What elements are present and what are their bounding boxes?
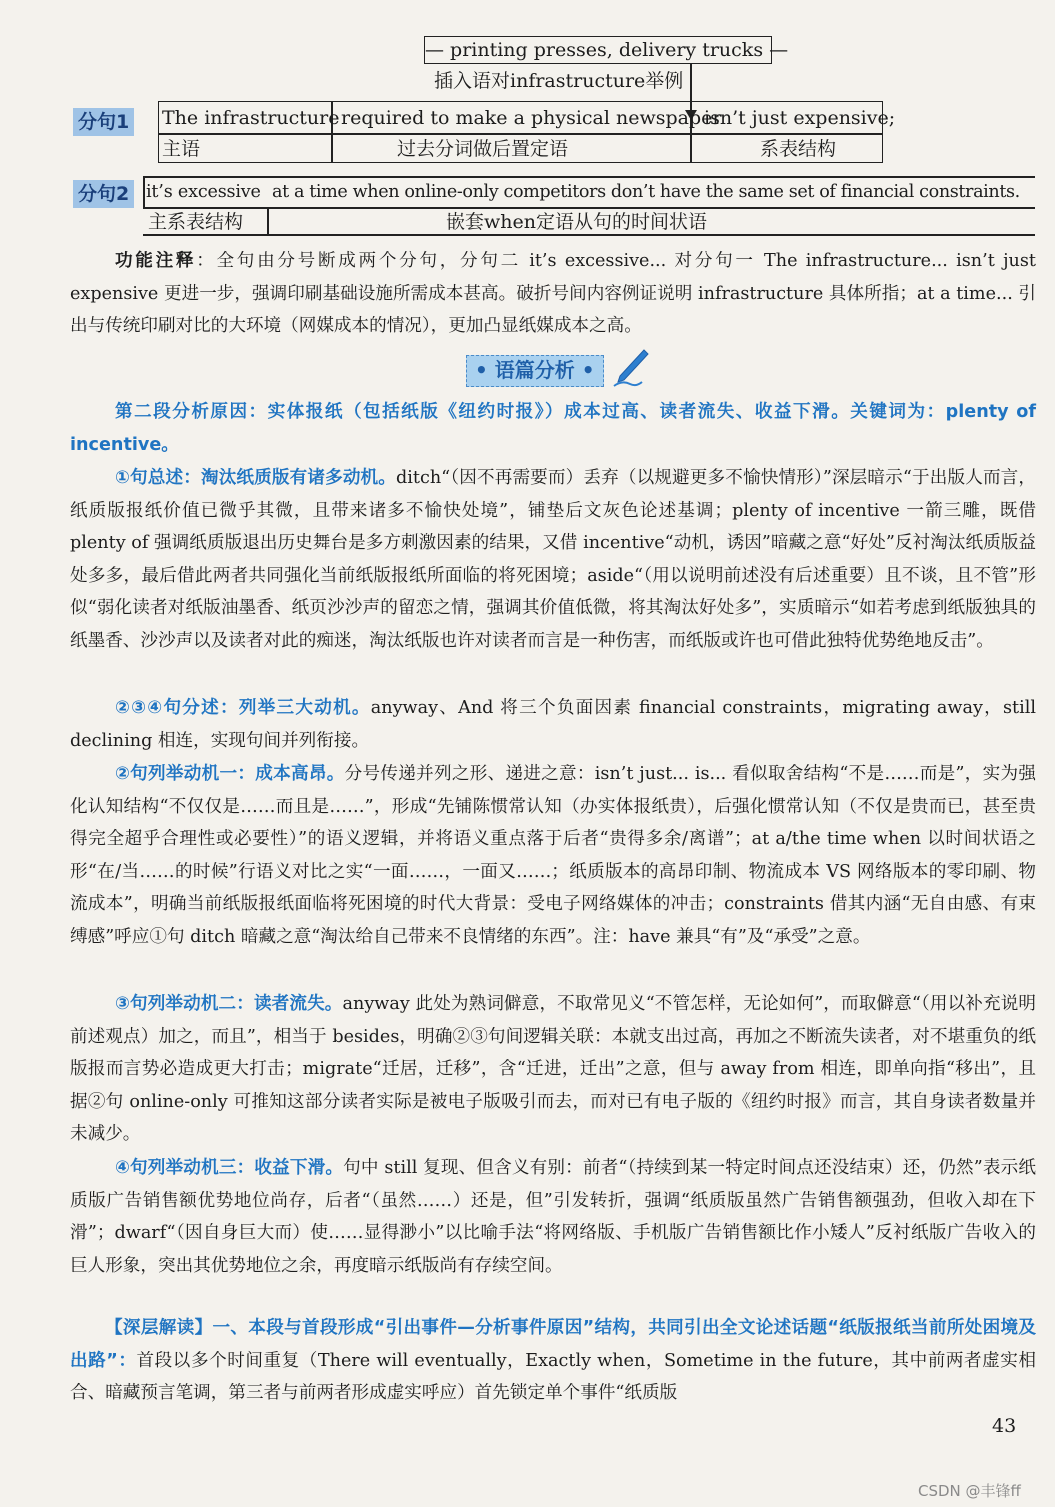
paragraph-1 xyxy=(70,462,1036,657)
paragraph-2-body: anyway、And 将三个负面因素 financial constraints，migrating away，still declining 相连，实现句间并列衔接。 xyxy=(70,698,1036,751)
divider xyxy=(143,207,1035,209)
deep-reading-body: 首段以多个时间重复（There will eventually，Exactly when，Sometime in the future，其中前两者虚实相合、暗藏预言笔调，第三者与前两者形成虚实呼应）首先锁定单个事件“纸质版 xyxy=(70,1350,1036,1403)
divider xyxy=(267,207,269,235)
watermark: CSDN @丰锋ff xyxy=(918,1482,1021,1500)
insert-note: 插入语对infrastructure举例 xyxy=(434,70,684,92)
divider xyxy=(158,133,883,135)
clause1-subject-label: 主语 xyxy=(162,138,201,160)
clause2-main-label: 主系表结构 xyxy=(148,211,244,233)
annotation-paragraph xyxy=(70,245,1036,343)
clause2-adverbial-label: 嵌套when定语从句的时间状语 xyxy=(446,211,707,233)
paragraph-intro: 第二段分析原因：实体报纸（包括纸版《纽约时报》）成本过高、读者流失、收益下滑。关键词为：plenty of incentive。 xyxy=(70,402,1036,455)
insert-phrase-box: — printing presses, delivery trucks — xyxy=(424,36,772,64)
clause1-subject: The infrastructure xyxy=(162,107,340,129)
paragraph-1-head: ①句总述：淘汰纸质版有诸多动机。 xyxy=(115,468,397,488)
paragraph-3-body: 分号传递并列之形、递进之意：isn’t just... is... 看似取舍结构“不是……而是”，实为强化认知结构“不仅仅是……而且是……”，形成“先铺陈惯常认知（办实体报纸贵），后强化惯常认知（不仅是贵而已，甚至贵得完全超乎合理性或必要性）”的语义逻辑，并将语义重点落于后者“贵得多余/离谱”；at a/the time when 以时间状语之形“在/当……的时候”行语义对比之实“一面……，一面又……；纸质版本的高昂印制、物流成本 VS 网络版本的零印刷、物流成本”，明确当前纸版报纸面临将死困境的时代大背景：受电子网络媒体的冲击；constraints 借其内涵“无自由感、有束缚感”呼应①句 ditch 暗藏之意“淘汰给自己带来不良情绪的东西”。注：have 兼具“有”及“承受”之意。 xyxy=(70,764,1037,947)
deep-reading-head: 【深层解读】一、本段与首段形成“引出事件—分析事件原因”结构，共同引出全文论述话题“纸版报纸当前所处困境及出路”： xyxy=(70,1318,1036,1371)
page-number: 43 xyxy=(992,1415,1017,1437)
clause1-modifier: required to make a physical newspaper xyxy=(341,107,722,129)
clause1-tag: 分句1 xyxy=(73,108,134,136)
paragraph-3-head: ②句列举动机一：成本高昂。 xyxy=(115,764,345,784)
paragraph-5-body: 句中 still 复现、但含义有别：前者“（持续到某一特定时间点还没结束）还，仍然”表示纸质版广告销售额优势地位尚存，后者“（虽然……）还是，但”引发转折，强调“纸质版虽然广告销售额强劲，但收入却在下滑”；dwarf“（因自身巨大而）使……显得渺小”以比喻手法“将网络版、手机版广告销售额比作小矮人”反衬纸版广告收入的巨人形象，突出其优势地位之余，再度暗示纸版尚有存续空间。 xyxy=(70,1158,1037,1276)
divider xyxy=(143,234,1035,236)
clause1-modifier-label: 过去分词做后置定语 xyxy=(397,138,569,160)
paragraph-2 xyxy=(70,692,1036,757)
annotation-text: ：全句由分号断成两个分句，分句二 it’s excessive... 对分句一 The infrastructure... isn’t just expensive 更进一步，强调印刷基础设施所需成本甚高。破折号间内容例证说明 infrastructure 具体所指；at a time... 引出与传统印刷对比的大环境（网媒成本的情况），更加凸显纸媒成本之高。 xyxy=(70,251,1036,336)
paragraph-4-body: anyway 此处为熟词僻意，不取常见义“不管怎样，无论如何”，而取僻意“（用以补充说明前述观点）加之，而且”，相当于 besides，明确②③句间逻辑关联：本就支出过高，再加之不断流失读者，对不堪重负的纸版报而言势必造成更大打击；migrate“迁居，迁移”，含“迁进，迁出”之意，但与 away from 相连，即单向指“移出”，且据②句 online-only 可推知这部分读者实际是被电子版吸引而去，而对已有电子版的《纽约时报》而言，其自身读者数量并未减少。 xyxy=(70,994,1037,1144)
section-title: • 语篇分析 • xyxy=(466,355,604,387)
annotation-label: 功能注释 xyxy=(115,251,197,271)
paragraph-5-head: ④句列举动机三：收益下滑。 xyxy=(115,1158,344,1178)
paragraph-2-head: ②③④句分述：列举三大动机。 xyxy=(115,698,371,718)
clause2-main: it’s excessive xyxy=(146,182,261,202)
clause1-predicate-label: 系表结构 xyxy=(760,138,837,160)
divider xyxy=(143,176,1035,178)
paragraph-1-body: ditch“（因不再需要而）丢弃（以规避更多不愉快情形）”深层暗示“于出版人而言，纸质版报纸价值已微乎其微，且带来诸多不愉快处境”，铺垫后文灰色论述基调；plenty of incentive 一箭三雕，既借 plenty of 强调纸质版退出历史舞台是多方刺激因素的结果，又借 incentive“动机，诱因”暗藏之意“好处”反衬淘汰纸质版益处多多，最后借此两者共同强化当前纸版报纸所面临的将死困境；aside“（用以说明前述没有后述重要）且不谈，且不管”形似“弱化读者对纸版油墨香、纸页沙沙声的留恋之情，强调其价值低微，将其淘汰好处多”，实质暗示“如若考虑到纸版独具的纸墨香、沙沙声以及读者对此的痴迷，淘汰纸版也许对读者而言是一种伤害，而纸版或许也可借此独特优势绝地反击”。 xyxy=(70,468,1037,651)
clause2-adverbial: at a time when online-only competitors don’t have the same set of financial constraints. xyxy=(272,182,1020,202)
paragraph-5 xyxy=(70,1152,1036,1282)
divider xyxy=(143,176,145,208)
paragraph-3 xyxy=(70,758,1036,953)
paragraph-4 xyxy=(70,988,1036,1151)
paragraph-4-head: ③句列举动机二：读者流失。 xyxy=(115,994,343,1014)
clause2-tag: 分句2 xyxy=(73,180,134,208)
clause1-predicate: isn’t just expensive; xyxy=(704,107,896,129)
pen-icon xyxy=(612,346,652,388)
paragraph-deep-reading xyxy=(70,1312,1036,1410)
